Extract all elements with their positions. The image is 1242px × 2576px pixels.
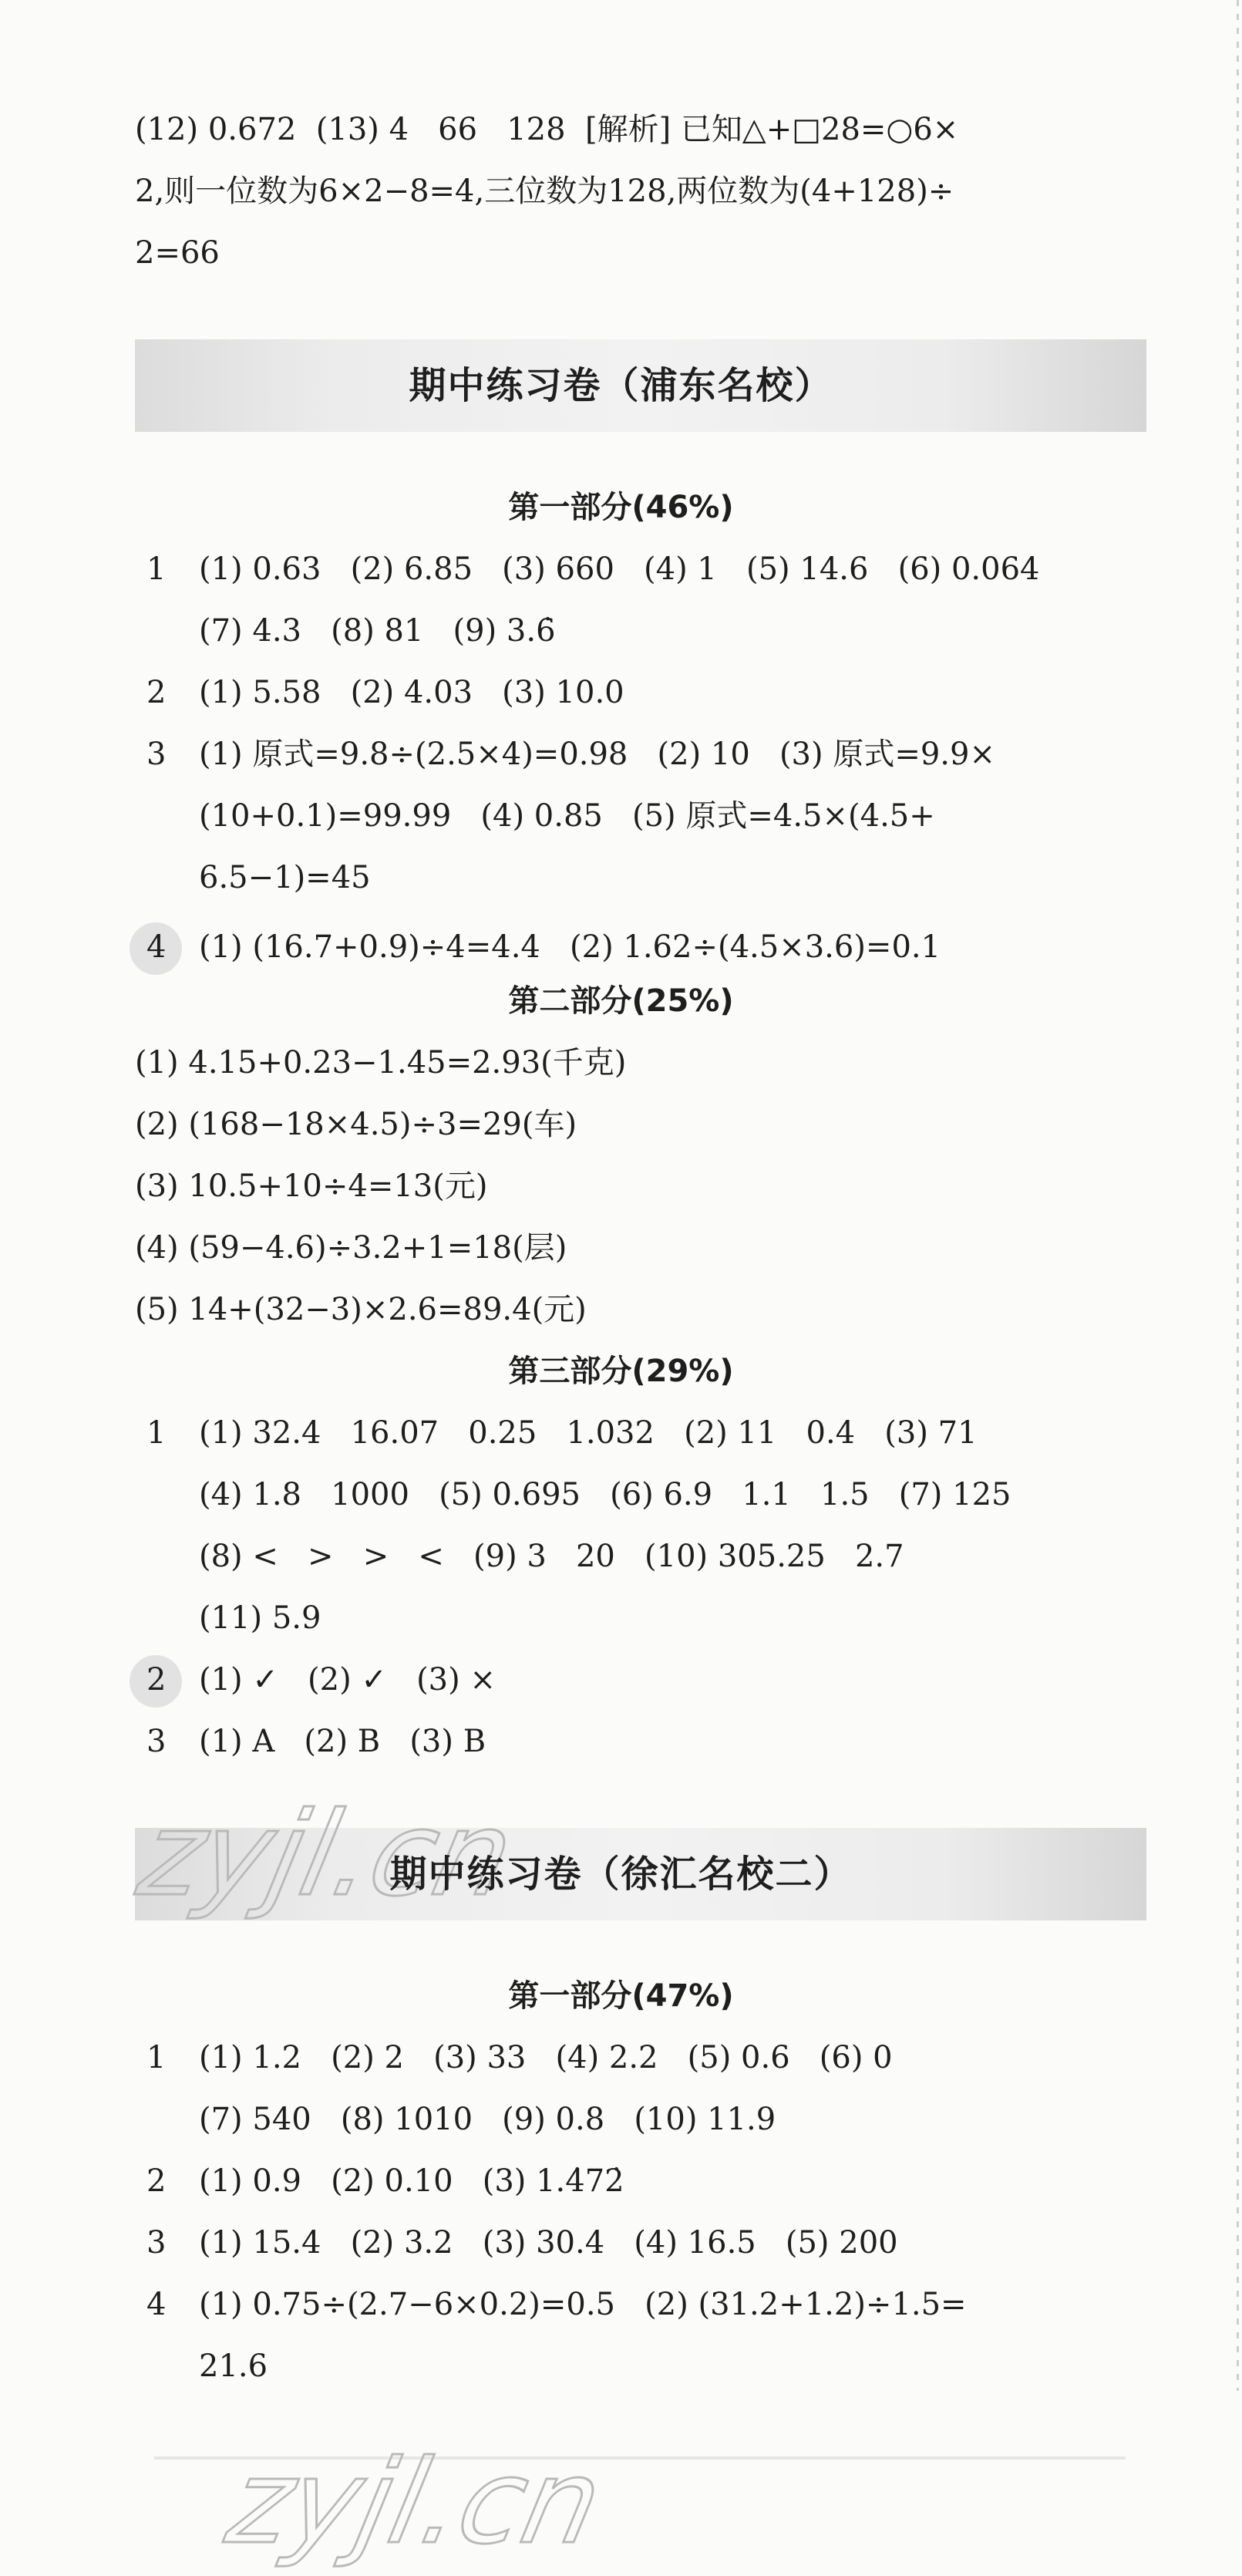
exam-title: 期中练习卷（浦东名校） bbox=[409, 364, 833, 407]
item-number: 2 bbox=[146, 675, 167, 710]
answer-line: (1) 0.75÷(2.7−6×0.2)=0.5 (2) (31.2+1.2)÷1.5= bbox=[199, 2287, 967, 2322]
item-number: 1 bbox=[146, 2040, 167, 2075]
item-number: 3 bbox=[146, 1724, 167, 1759]
item-number: 4 bbox=[146, 929, 167, 965]
answer-line: (1) 32.4 16.07 0.25 1.032 (2) 11 0.4 (3) 71 bbox=[199, 1415, 978, 1451]
answer-line: (1) 原式=9.8÷(2.5×4)=0.98 (2) 10 (3) 原式=9.9× bbox=[199, 737, 995, 772]
answer-line: (10+0.1)=99.99 (4) 0.85 (5) 原式=4.5×(4.5+ bbox=[199, 798, 935, 834]
answer-line: (4) (59−4.6)÷3.2+1=18(层) bbox=[135, 1230, 567, 1266]
part-heading: 第二部分(25%) bbox=[508, 983, 734, 1019]
answer-line: (1) 15.4 (2) 3.2 (3) 30.4 (4) 16.5 (5) 200 bbox=[199, 2225, 898, 2261]
answer-line: (4) 1.8 1000 (5) 0.695 (6) 6.9 1.1 1.5 (7) 125 bbox=[199, 1477, 1011, 1512]
answer-line: (2) (168−18×4.5)÷3=29(车) bbox=[135, 1107, 577, 1142]
answer-line: (1) 4.15+0.23−1.45=2.93(千克) bbox=[135, 1045, 627, 1081]
answer-line: (3) 10.5+10÷4=13(元) bbox=[135, 1168, 488, 1204]
item-number: 3 bbox=[146, 737, 167, 772]
text-line: 2=66 bbox=[135, 235, 220, 271]
answer-line: (1) (16.7+0.9)÷4=4.4 (2) 1.62÷(4.5×3.6)=0.1 bbox=[199, 929, 941, 965]
answer-line: (1) 5.58 (2) 4.03 (3) 10.0 bbox=[199, 675, 624, 710]
item-number: 4 bbox=[146, 2287, 167, 2322]
text-line: 2,则一位数为6×2−8=4,三位数为128,两位数为(4+128)÷ bbox=[135, 174, 954, 209]
answer-line: (1) 0.9 (2) 0.10 (3) 1.4̇72̇ bbox=[199, 2163, 624, 2199]
item-number: 1 bbox=[146, 551, 167, 587]
item-number: 1 bbox=[146, 1415, 167, 1451]
answer-line: (1) 1.2 (2) 2 (3) 33 (4) 2.2 (5) 0.6 (6) 0 bbox=[199, 2040, 893, 2075]
answer-line: (7) 4.3 (8) 81 (9) 3.6̇ bbox=[199, 613, 556, 649]
item-number: 2 bbox=[146, 1662, 167, 1698]
answer-line: (1) ✓ (2) ✓ (3) × bbox=[199, 1662, 496, 1698]
answer-line: (11) 5.9 bbox=[199, 1600, 321, 1636]
part-heading: 第一部分(47%) bbox=[508, 1978, 734, 2014]
text-line: (12) 0.672 (13) 4 66 128 [解析] 已知△+□28=○6× bbox=[135, 112, 959, 147]
answer-line: (7) 540 (8) 1010 (9) 0.8 (10) 11.9 bbox=[199, 2102, 776, 2137]
item-number: 3 bbox=[146, 2225, 167, 2261]
part-heading: 第一部分(46%) bbox=[508, 490, 734, 525]
answer-line: (1) A (2) B (3) B bbox=[199, 1724, 486, 1759]
answer-line: (8) < > > < (9) 3 20 (10) 305.25 2.7 bbox=[199, 1539, 904, 1574]
answer-line: (5) 14+(32−3)×2.6=89.4(元) bbox=[135, 1292, 587, 1327]
answer-line: 6.5−1)=45 bbox=[199, 860, 371, 895]
item-number: 2 bbox=[146, 2163, 167, 2199]
page-edge bbox=[1237, 0, 1239, 2391]
watermark-logo: zyjl.cn bbox=[128, 1788, 524, 1922]
answer-line: (1) 0.63 (2) 6.85 (3) 660 (4) 1 (5) 14.6 (6) 0.064 bbox=[199, 551, 1040, 587]
part-heading: 第三部分(29%) bbox=[508, 1354, 734, 1389]
watermark-logo: zyjl.cn bbox=[217, 2436, 613, 2570]
answer-line: 21.6 bbox=[199, 2348, 268, 2384]
exam-title: 期中练习卷（徐汇名校二） bbox=[389, 1853, 853, 1896]
